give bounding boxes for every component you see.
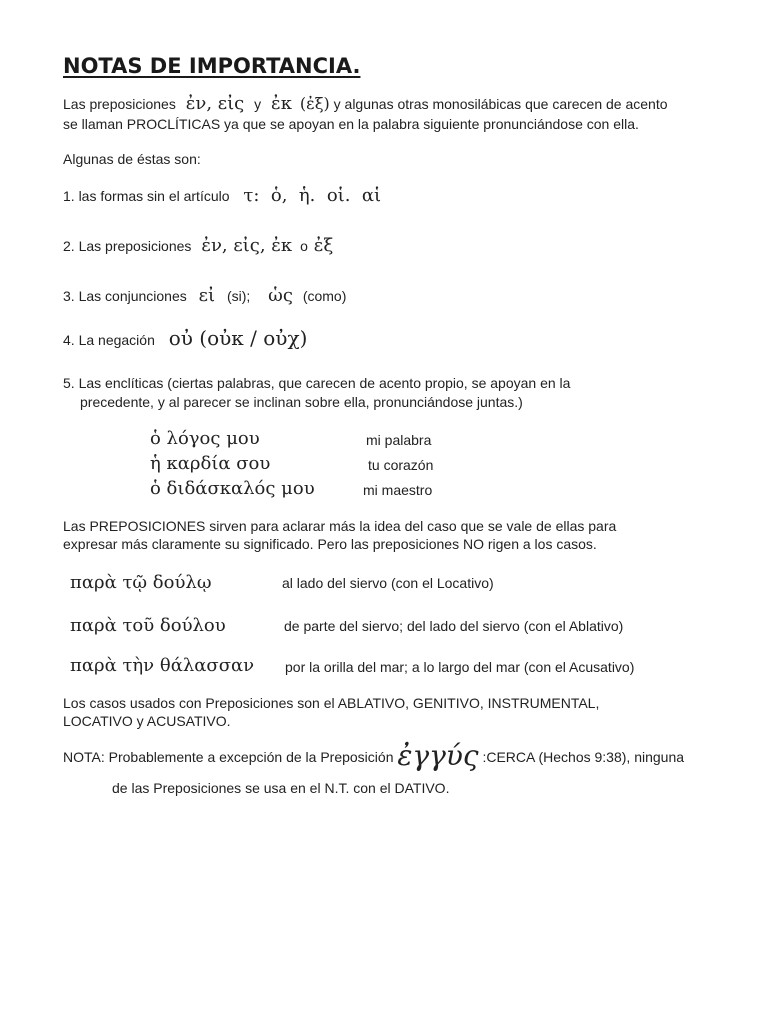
intro-line-2: se llaman PROCLÍTICAS ya que se apoyan en la palabra siguiente pronunciándose con ella. — [63, 116, 639, 132]
greek-ex: (ἐξ) — [299, 94, 330, 113]
item-3 — [63, 286, 346, 306]
greek-ek: ἐκ — [271, 93, 292, 114]
item-3-si: (si); — [226, 288, 251, 304]
intro-text-b: y algunas otras monosilábicas que carecen de acento — [333, 96, 668, 112]
enclitic-greek-3: ὁ διδάσκαλός μου — [150, 478, 315, 499]
para-greek-2: παρὰ τοῦ δούλου — [70, 615, 226, 636]
casos-line-2: LOCATIVO y ACUSATIVO. — [63, 713, 231, 729]
item-2-greek: ἐν, εἰς, ἐκ — [201, 235, 293, 256]
para-meaning-2: de parte del siervo; del lado del siervo (con el Ablativo) — [284, 618, 624, 634]
item-4-greek: οὐ (οὐκ / οὐχ) — [168, 326, 308, 350]
nota-text-b: :CERCA (Hechos 9:38), ninguna — [482, 749, 685, 765]
nota-text-a: NOTA: Probablemente a excepción de la Preposición — [63, 749, 394, 765]
para-greek-3: παρὰ τὴν θάλασσαν — [70, 655, 255, 676]
enclitic-greek-1: ὁ λόγος μου — [150, 428, 260, 449]
prepositions-line-2: expresar más claramente su significado. Pero las preposiciones NO rigen a los casos. — [63, 536, 597, 552]
casos-line-1: Los casos usados con Preposiciones son el ABLATIVO, GENITIVO, INSTRUMENTAL, — [63, 695, 600, 711]
item-2-o: o — [300, 238, 308, 254]
item-5-line-1: 5. Las enclíticas (ciertas palabras, que carecen de acento propio, se apoyan en la — [63, 375, 571, 391]
intro-line-1 — [63, 94, 668, 114]
nota-greek-engys: ἐγγύς — [397, 739, 479, 772]
item-2 — [63, 236, 333, 256]
item-1 — [63, 186, 381, 206]
enclitic-meaning-2: tu corazón — [368, 457, 434, 473]
item-3-como: (como) — [302, 288, 347, 304]
para-greek-1: παρὰ τῷ δούλῳ — [70, 572, 212, 593]
intro-text-a: Las preposiciones — [63, 96, 176, 112]
enclitic-greek-2: ἡ καρδία σου — [150, 453, 271, 474]
item-3-label: 3. Las conjunciones — [63, 288, 187, 304]
item-1-label: 1. las formas sin el artículo — [63, 188, 230, 204]
item-2-label: 2. Las preposiciones — [63, 238, 192, 254]
nota-line-2: de las Preposiciones se usa en el N.T. con el DATIVO. — [112, 780, 450, 796]
item-5-line-2: precedente, y al parecer se inclinan sobre ella, pronunciándose juntas.) — [80, 394, 523, 410]
para-meaning-3: por la orilla del mar; a lo largo del mar (con el Acusativo) — [285, 659, 635, 675]
enclitic-meaning-1: mi palabra — [366, 432, 432, 448]
item-3-greek-ei: εἰ — [198, 285, 216, 306]
enclitic-meaning-3: mi maestro — [363, 482, 433, 498]
algunas-heading: Algunas de éstas son: — [63, 151, 201, 167]
item-1-greek: τ: ὁ, ἡ. οἱ. αἱ — [243, 185, 382, 206]
item-3-greek-hos: ὡς — [268, 285, 293, 306]
greek-en-eis: ἐν, εἰς — [185, 93, 245, 114]
intro-y: y — [254, 96, 262, 112]
item-2-greek-2: ἐξ — [313, 235, 334, 256]
item-4-label: 4. La negación — [63, 332, 155, 348]
item-4 — [63, 326, 308, 350]
prepositions-line-1: Las PREPOSICIONES sirven para aclarar más la idea del caso que se vale de ellas para — [63, 518, 617, 534]
nota-line-1 — [63, 739, 685, 772]
page-title: NOTAS DE IMPORTANCIA. — [63, 54, 361, 78]
para-meaning-1: al lado del siervo (con el Locativo) — [282, 575, 494, 591]
